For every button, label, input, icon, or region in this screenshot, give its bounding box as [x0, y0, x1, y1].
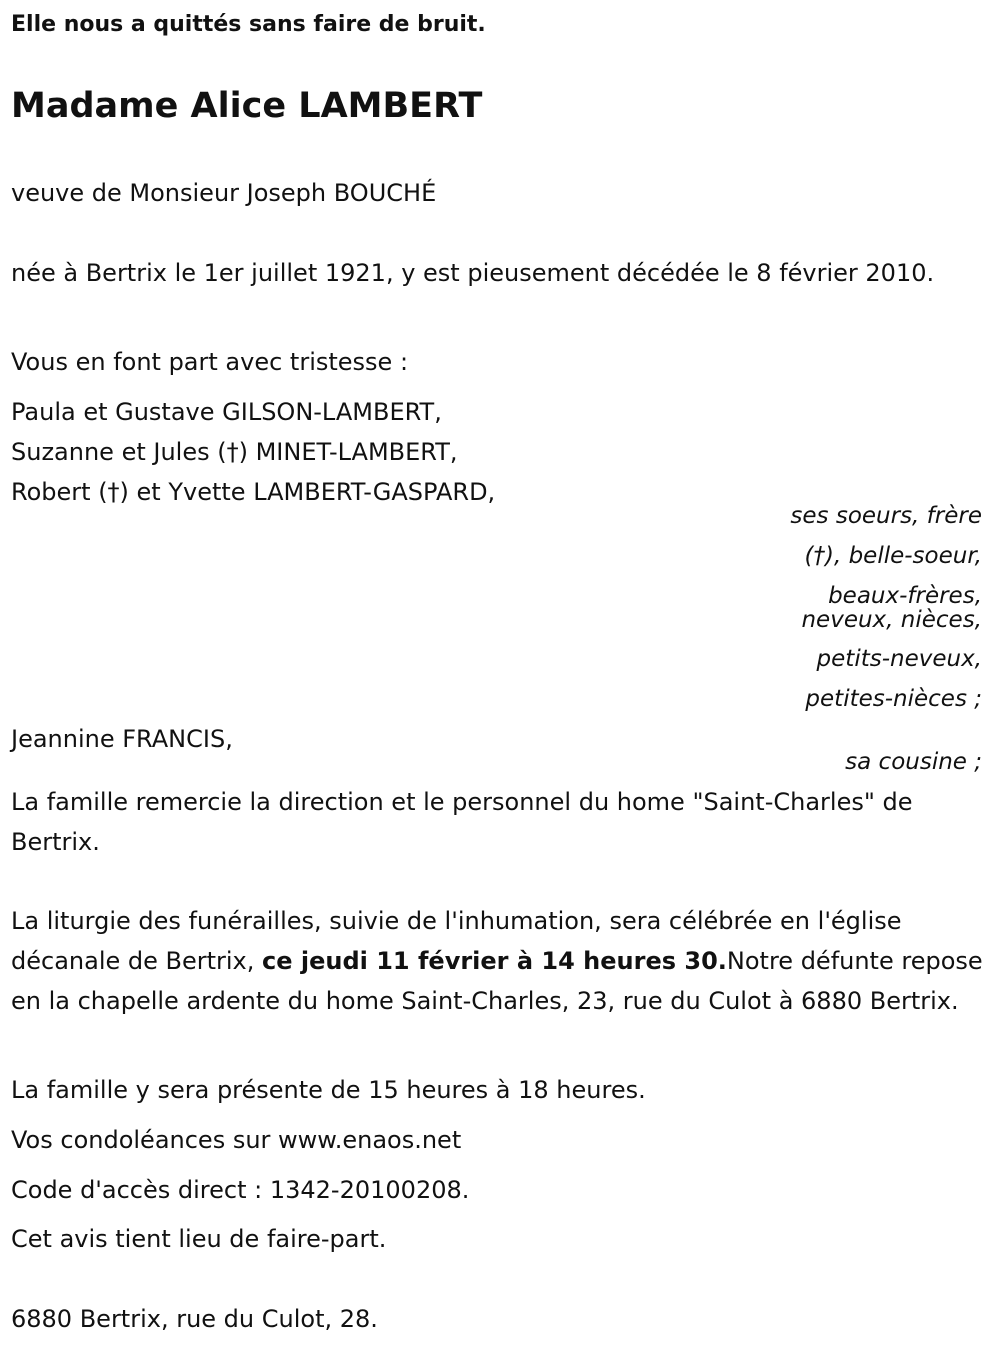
cousin-name: Jeannine FRANCIS,: [11, 725, 233, 753]
notice-line: Cet avis tient lieu de faire-part.: [11, 1225, 387, 1253]
deceased-name: Madame Alice LAMBERT: [11, 86, 483, 126]
announcement-intro: Vous en font part avec tristesse :: [11, 348, 409, 376]
intro-line: Elle nous a quittés sans faire de bruit.: [11, 12, 486, 37]
widow-of-line: veuve de Monsieur Joseph BOUCHÉ: [11, 179, 437, 207]
thanks-paragraph: La famille remercie la direction et le personnel du home "Saint-Charles" de Bertrix.: [11, 788, 913, 856]
access-code-line: Code d'accès direct : 1342-20100208.: [11, 1176, 470, 1204]
liturgy-paragraph: [11, 901, 989, 1021]
liturgy-rest-text: Notre défunte repose en la chapelle ardente du home Saint-Charles, 23, rue du Culot à 6880 Bertrix.: [11, 947, 983, 1015]
family-relation-line: beaux-frères,: [828, 583, 982, 609]
family-relation-line: petites-nièces ;: [805, 686, 982, 712]
cousin-relation: sa cousine ;: [845, 749, 982, 775]
family-member-line: Paula et Gustave GILSON-LAMBERT,: [11, 398, 442, 426]
family-member-line: Suzanne et Jules (†) MINET-LAMBERT,: [11, 438, 458, 466]
family-relation-line: (†), belle-soeur,: [804, 543, 982, 569]
presence-line: La famille y sera présente de 15 heures à 18 heures.: [11, 1076, 646, 1104]
condolences-line: Vos condoléances sur www.enaos.net: [11, 1126, 462, 1154]
family-member-line: Robert (†) et Yvette LAMBERT-GASPARD,: [11, 478, 496, 506]
address-line: 6880 Bertrix, rue du Culot, 28.: [11, 1305, 378, 1333]
family-relation-line: neveux, nièces,: [801, 607, 982, 633]
liturgy-text: La liturgie des funérailles, suivie de l'inhumation, sera célébrée en l'église décanale de Bertrix,: [11, 907, 902, 975]
obituary-notice: [11, 0, 991, 1353]
funeral-datetime: ce jeudi 11 février à 14 heures 30.: [262, 947, 727, 975]
family-relation-line: petits-neveux,: [816, 646, 982, 672]
birth-death-line: née à Bertrix le 1er juillet 1921, y est pieusement décédée le 8 février 2010.: [11, 259, 935, 287]
family-relation-line: ses soeurs, frère: [790, 503, 982, 529]
